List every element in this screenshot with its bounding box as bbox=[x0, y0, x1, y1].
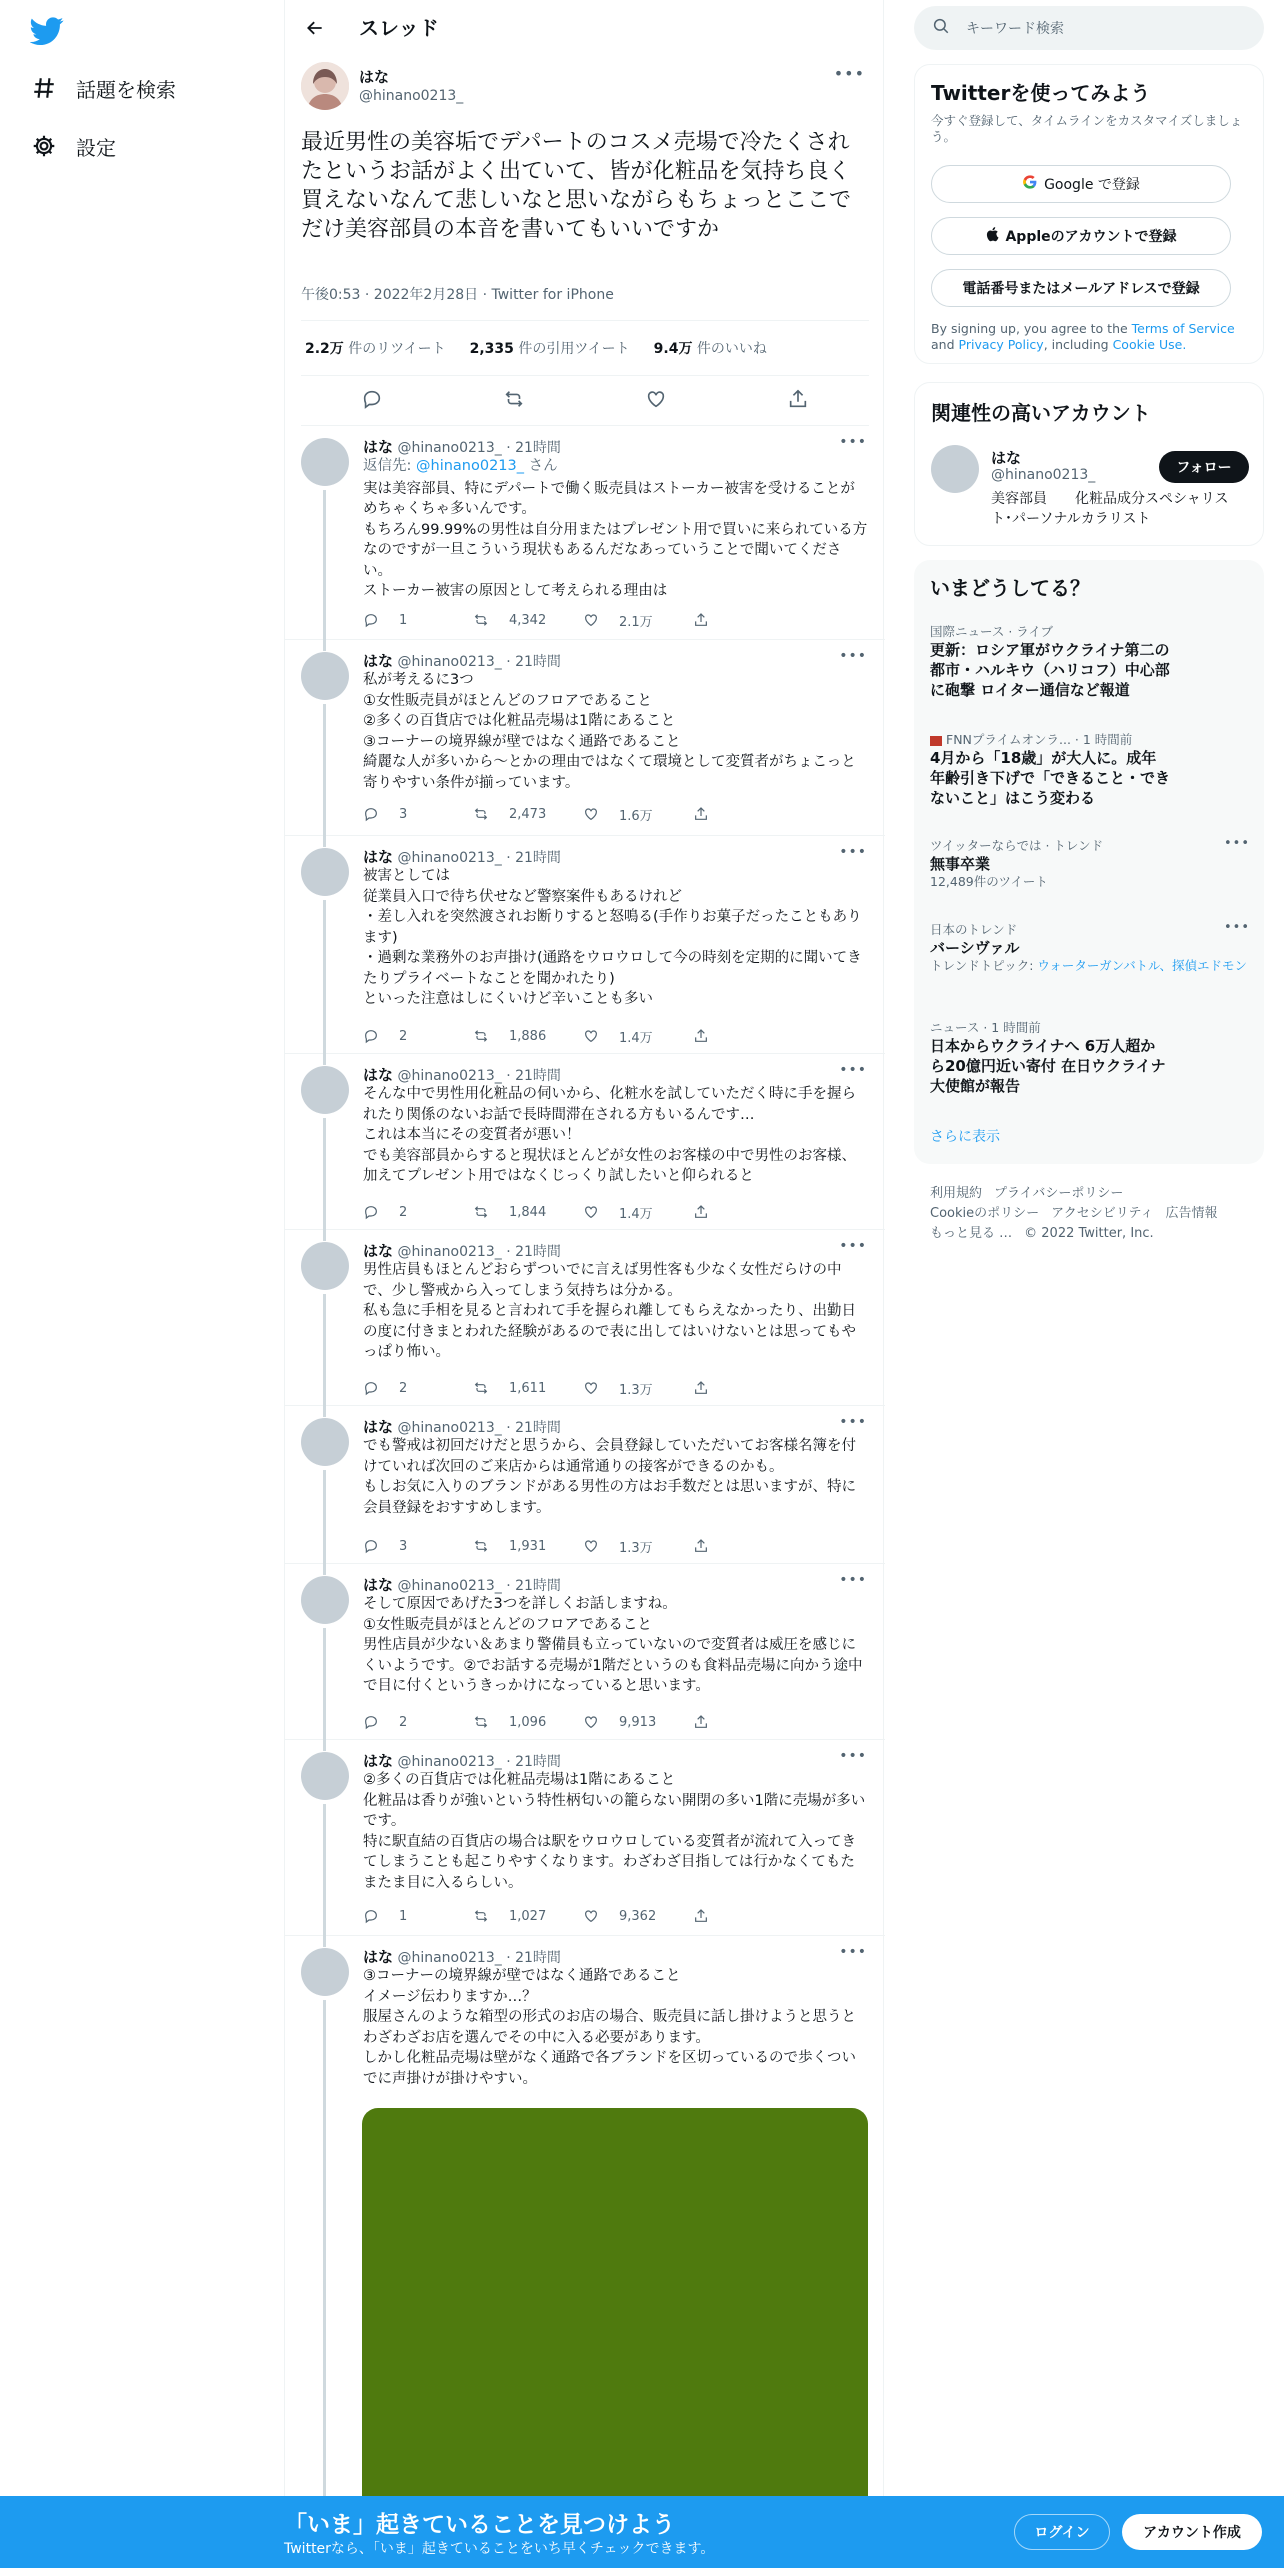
tweet-actions bbox=[363, 1536, 803, 1556]
reply-icon bbox=[363, 612, 389, 628]
trend-title: 無事卒業 bbox=[930, 855, 991, 873]
tweet-header: はな @hinano0213_ · 21時間 bbox=[363, 1066, 561, 1084]
retweet-icon bbox=[473, 1538, 499, 1554]
tweet-text: そして原因であげた3つを詳しくお話しますね。 ①女性販売員がほとんどのフロアであること 男性店員が少ない＆あまり警備員も立っていないので変質者は威圧を感じにくいようです。②でお話する売場が1階だというのも食料品売場に向かう途中で目に付くというきっかけになっていると思います。 bbox=[363, 1596, 863, 1694]
like-icon bbox=[583, 1714, 609, 1730]
avatar[interactable] bbox=[301, 1066, 349, 1114]
thread-line bbox=[323, 900, 326, 1065]
sidebar-item-explore[interactable] bbox=[30, 68, 176, 108]
signup-card bbox=[914, 64, 1264, 364]
avatar[interactable] bbox=[301, 1752, 349, 1800]
like-button[interactable] bbox=[583, 1203, 693, 1222]
like-icon bbox=[583, 806, 609, 822]
google-signup-button[interactable] bbox=[931, 165, 1231, 203]
retweet-count: 1,931 bbox=[509, 1538, 547, 1554]
reply-count: 1 bbox=[399, 1908, 408, 1924]
more-icon[interactable]: ••• bbox=[839, 1414, 867, 1430]
tweet-timestamp[interactable]: 午後0:53 · 2022年2月28日 · Twitter for iPhone bbox=[301, 287, 614, 303]
phone-email-signup-button[interactable] bbox=[931, 269, 1231, 307]
more-icon[interactable]: ••• bbox=[839, 1238, 867, 1254]
tweet-header: はな @hinano0213_ · 21時間 bbox=[363, 1418, 561, 1436]
like-count: 9,362 bbox=[619, 1908, 657, 1924]
retweet-icon bbox=[473, 1908, 499, 1924]
reply-icon bbox=[363, 1538, 389, 1554]
share-icon[interactable] bbox=[693, 1714, 803, 1730]
trend-meta: ニュース · 1 時間前 bbox=[930, 1020, 1041, 1035]
trends-title: いまどうしてる？ bbox=[930, 576, 1090, 600]
like-button[interactable] bbox=[583, 1537, 693, 1556]
reply-to: 返信先: @hinano0213_ さん bbox=[363, 458, 558, 474]
avatar[interactable] bbox=[301, 1418, 349, 1466]
account-name[interactable]: はな bbox=[991, 449, 1022, 467]
share-icon[interactable] bbox=[693, 1028, 803, 1044]
retweet-button[interactable] bbox=[473, 1538, 583, 1554]
more-icon[interactable]: ••• bbox=[833, 64, 865, 83]
avatar[interactable] bbox=[301, 62, 349, 110]
relevant-accounts-card bbox=[914, 382, 1264, 546]
sidebar-item-label: 話題を検索 bbox=[76, 77, 176, 102]
author-name[interactable]: はな bbox=[359, 68, 390, 86]
account-handle[interactable]: @hinano0213_ bbox=[991, 467, 1096, 483]
like-count: 1.3万 bbox=[619, 1382, 653, 1398]
retweet-button[interactable] bbox=[473, 1028, 583, 1044]
reply-button[interactable] bbox=[363, 806, 473, 822]
retweet-count: 1,844 bbox=[509, 1204, 547, 1220]
apple-icon bbox=[985, 226, 999, 246]
phone-signup-label: 電話番号またはメールアドレスで登録 bbox=[962, 281, 1200, 297]
retweet-icon[interactable] bbox=[503, 388, 525, 414]
retweet-icon bbox=[473, 1714, 499, 1730]
retweet-button[interactable] bbox=[473, 1380, 583, 1396]
retweet-button[interactable] bbox=[473, 612, 583, 628]
trend-title: 更新：ロシア軍がウクライナ第二の都市・ハルキウ（ハリコフ）中心部に砲撃 ロイター通信など報道 bbox=[930, 641, 1170, 699]
tweet-body bbox=[363, 1594, 869, 1697]
reply-button[interactable] bbox=[363, 1538, 473, 1554]
more-icon[interactable]: ••• bbox=[839, 434, 867, 450]
avatar[interactable] bbox=[301, 848, 349, 896]
more-icon[interactable]: ••• bbox=[839, 1572, 867, 1588]
tweet-body bbox=[363, 1770, 869, 1893]
terms-link[interactable]: Terms of Service bbox=[1131, 321, 1235, 336]
reply-count: 1 bbox=[399, 612, 408, 628]
bottom-signup-bar bbox=[0, 2496, 1284, 2568]
copyright: © 2022 Twitter, Inc. bbox=[1024, 1226, 1154, 1241]
reply-tweet[interactable] bbox=[285, 1230, 885, 1406]
like-count: 9,913 bbox=[619, 1714, 657, 1730]
retweet-count: 1,611 bbox=[509, 1380, 547, 1396]
reply-tweet[interactable] bbox=[285, 1054, 885, 1230]
reply-button[interactable] bbox=[363, 1908, 473, 1924]
reply-count: 2 bbox=[399, 1028, 408, 1044]
tweet-header: はな @hinano0213_ · 21時間 bbox=[363, 652, 561, 670]
avatar[interactable] bbox=[301, 1948, 349, 1996]
reply-button[interactable] bbox=[363, 612, 473, 628]
more-icon[interactable]: ••• bbox=[839, 1748, 867, 1764]
share-icon[interactable] bbox=[787, 388, 809, 414]
like-count: 1.3万 bbox=[619, 1540, 653, 1556]
trend-topics: トレンドトピック: ウォーターガンバトル、探偵エドモン bbox=[930, 958, 1248, 973]
reply-button[interactable] bbox=[363, 1204, 473, 1220]
arrow-left-icon bbox=[305, 18, 325, 38]
retweet-count: 1,096 bbox=[509, 1714, 547, 1730]
retweet-count: 4,342 bbox=[509, 612, 547, 628]
retweet-button[interactable] bbox=[473, 1714, 583, 1730]
tweet-text: 最近男性の美容垢でデパートのコスメ売場で冷たくされたというお話がよく出ていて、皆が化粧品を気持ち良く買えないなんて悲しいなと思いながらもちょっとここでだけ美容部員の本音を書いてもいいですか bbox=[301, 130, 852, 242]
retweet-icon bbox=[473, 806, 499, 822]
reply-tweet[interactable] bbox=[285, 836, 885, 1054]
tweet-header: はな @hinano0213_ · 21時間 bbox=[363, 848, 561, 866]
author-handle[interactable]: @hinano0213_ bbox=[359, 88, 464, 104]
like-icon bbox=[583, 1204, 609, 1220]
more-icon[interactable]: ••• bbox=[839, 648, 867, 664]
fnn-logo-icon bbox=[930, 736, 942, 746]
tweet-text: ②多くの百貨店では化粧品売場は1階にあること 化粧品は香りが強いという特性柄匂いの籠らない開閉の多い1階に売場が多いです。 特に駅直結の百貨店の場合は駅をウロウロしている変質者が流れて入ってきてしまうことも起こりやすくなります。わざわざ目指しては行かなくてもたまたま目に入るらしい。 bbox=[363, 1772, 866, 1891]
twitter-bird-icon[interactable] bbox=[30, 14, 64, 48]
footer-link[interactable]: もっと見る … bbox=[930, 1226, 1013, 1241]
trend-meta: ツイッターならでは · トレンド bbox=[930, 838, 1104, 853]
trend-item[interactable] bbox=[930, 836, 1250, 890]
tweet-actions bbox=[363, 804, 803, 824]
like-button[interactable] bbox=[583, 805, 693, 824]
signup-title: Twitterを使ってみよう bbox=[931, 81, 1151, 105]
show-more-link[interactable]: さらに表示 bbox=[930, 1129, 1000, 1145]
reply-icon bbox=[363, 1908, 389, 1924]
sidebar-item-label: 設定 bbox=[76, 135, 116, 160]
tweet-header: はな @hinano0213_ · 21時間 bbox=[363, 1948, 561, 1966]
tweet-actions bbox=[363, 1712, 803, 1732]
retweet-icon bbox=[473, 1204, 499, 1220]
footer-link[interactable]: Cookieのポリシー bbox=[930, 1206, 1040, 1221]
share-icon[interactable] bbox=[693, 612, 803, 628]
sidebar-item-settings[interactable] bbox=[30, 126, 116, 166]
footer-link[interactable]: プライバシーポリシー bbox=[994, 1186, 1124, 1201]
account-bio: 美容部員 化粧品成分スペシャリスト･パーソナルカラリスト bbox=[991, 491, 1229, 527]
like-button[interactable] bbox=[583, 611, 693, 630]
tweet-header: はな @hinano0213_ · 21時間 bbox=[363, 1752, 561, 1770]
trend-item[interactable] bbox=[930, 920, 1250, 974]
thread-line bbox=[323, 1628, 326, 1751]
retweet-count: 1,027 bbox=[509, 1908, 547, 1924]
like-count: 1.4万 bbox=[619, 1030, 653, 1046]
reply-count: 2 bbox=[399, 1714, 408, 1730]
footer-link[interactable]: 広告情報 bbox=[1165, 1206, 1218, 1221]
thread-line bbox=[323, 1294, 326, 1417]
page-title: スレッド bbox=[359, 16, 439, 40]
hashtag-icon bbox=[30, 74, 58, 102]
tweet-text: 男性店員もほとんどおらずついでに言えば男性客も少なく女性だらけの中で、少し警戒から入ってしまう気持ちは分かる。 私も急に手相を見ると言われて手を握られ離してもらえなかったり、出勤日の度に付きまとわれた経験があるので表に出してはいけないとは思ってもやっぱり怖い。 bbox=[363, 1262, 856, 1360]
login-button[interactable]: ログイン bbox=[1014, 2514, 1110, 2550]
tweet-text: ③コーナーの境界線が壁ではなく通路であること イメージ伝わりますか…？ 服屋さんのような箱型の形式のお店の場合、販売員に話し掛けようと思うとわざわざお店を選んでその中に入る必要があります。 しかし化粧品売場は壁がなく通路で各ブランドを区切っているので歩くついでに声掛けが掛けやすい。 bbox=[363, 1968, 856, 2087]
tweet-body bbox=[363, 1260, 869, 1363]
tweet-body bbox=[363, 456, 869, 602]
thread-header bbox=[285, 0, 885, 54]
reply-count: 3 bbox=[399, 806, 408, 822]
tweet-body bbox=[363, 670, 869, 793]
trend-item[interactable] bbox=[930, 622, 1250, 700]
reply-tweet[interactable] bbox=[285, 1564, 885, 1740]
like-icon bbox=[583, 1028, 609, 1044]
relevant-title: 関連性の高いアカウント bbox=[931, 401, 1151, 425]
trend-title: 4月から「18歳」が大人に。成年年齢引き下げで「できること・できないこと」はこう変わる bbox=[930, 749, 1171, 807]
share-icon[interactable] bbox=[693, 1380, 803, 1396]
reply-icon bbox=[363, 1028, 389, 1044]
thread-line bbox=[323, 1118, 326, 1241]
retweet-icon bbox=[473, 612, 499, 628]
reply-button[interactable] bbox=[363, 1028, 473, 1044]
signup-subtitle: 今すぐ登録して、タイムラインをカスタマイズしましょう。 bbox=[931, 113, 1243, 144]
trend-title: バーシヴァル bbox=[930, 939, 1020, 957]
retweet-button[interactable] bbox=[473, 1204, 583, 1220]
terms-text: By signing up, you agree to the Terms of Service and Privacy Policy, including Cookie Use. bbox=[931, 321, 1235, 352]
tweet-header: はな @hinano0213_ · 21時間 bbox=[363, 438, 561, 456]
tweet-actions bbox=[363, 1026, 803, 1046]
tweet-stats bbox=[301, 320, 869, 376]
reply-icon bbox=[363, 806, 389, 822]
bottom-bar-title: 「いま」起きていることを見つけよう bbox=[284, 2512, 675, 2538]
footer-links bbox=[930, 1184, 1250, 1244]
trend-meta: FNNプライムオンラ... · 1 時間前 bbox=[930, 730, 1250, 748]
quote-stat[interactable]: 2,335 件の引用ツイート bbox=[469, 341, 630, 357]
tweet-header: はな @hinano0213_ · 21時間 bbox=[363, 1242, 561, 1260]
tweet-body bbox=[363, 866, 869, 1010]
footer-link[interactable]: 利用規約 bbox=[930, 1186, 983, 1201]
retweet-button[interactable] bbox=[473, 806, 583, 822]
bottom-bar-subtitle: Twitterなら、「いま」起きていることをいち早くチェックできます。 bbox=[284, 2541, 715, 2557]
retweet-count: 1,886 bbox=[509, 1028, 547, 1044]
avatar[interactable] bbox=[931, 445, 979, 493]
like-icon[interactable] bbox=[645, 388, 667, 414]
like-button[interactable] bbox=[583, 1379, 693, 1398]
tweet-header: はな @hinano0213_ · 21時間 bbox=[363, 1576, 561, 1594]
trend-item[interactable] bbox=[930, 730, 1250, 808]
reply-tweet[interactable] bbox=[285, 426, 885, 640]
retweet-icon bbox=[473, 1380, 499, 1396]
retweet-count: 2,473 bbox=[509, 806, 547, 822]
cookie-link[interactable]: Cookie Use. bbox=[1112, 337, 1187, 352]
like-icon bbox=[583, 612, 609, 628]
trend-tweet-count: 12,489件のツイート bbox=[930, 874, 1048, 889]
tweet-actions bbox=[363, 1906, 803, 1926]
share-icon[interactable] bbox=[693, 1908, 803, 1924]
right-sidebar bbox=[914, 0, 1264, 2568]
reply-icon bbox=[363, 1714, 389, 1730]
retweet-stat[interactable]: 2.2万 件のリツイート bbox=[305, 341, 446, 357]
trends-card bbox=[914, 560, 1264, 1164]
more-icon[interactable]: ••• bbox=[1223, 920, 1250, 935]
like-button[interactable] bbox=[583, 1714, 693, 1730]
more-icon[interactable]: ••• bbox=[839, 1062, 867, 1078]
tweet-text: 実は美容部員、特にデパートで働く販売員はストーカー被害を受けることがめちゃくちゃ多いんです。 もちろん99.99%の男性は自分用またはプレゼント用で買いに来られている方なのですが一旦こういう現状もあるんだなあっていうことで聞いてください。 ストーカー被害の原因として考えられる理由は bbox=[363, 480, 868, 599]
thread-line bbox=[323, 2000, 326, 2568]
create-account-button[interactable]: アカウント作成 bbox=[1122, 2514, 1262, 2550]
gear-icon bbox=[30, 132, 58, 160]
focus-tweet bbox=[301, 62, 869, 432]
like-button[interactable] bbox=[583, 1027, 693, 1046]
like-icon bbox=[583, 1908, 609, 1924]
apple-signup-label: Appleのアカウントで登録 bbox=[1005, 229, 1177, 245]
left-sidebar bbox=[0, 0, 284, 2568]
like-stat[interactable]: 9.4万 件のいいね bbox=[653, 341, 767, 357]
reply-tweet[interactable] bbox=[285, 640, 885, 836]
trend-meta: 国際ニュース · ライブ bbox=[930, 624, 1054, 639]
like-count: 1.4万 bbox=[619, 1206, 653, 1222]
reply-icon bbox=[363, 1204, 389, 1220]
trend-item[interactable] bbox=[930, 1018, 1250, 1096]
reply-count: 2 bbox=[399, 1204, 408, 1220]
reply-button[interactable] bbox=[363, 1714, 473, 1730]
back-button[interactable] bbox=[299, 12, 331, 44]
thread-line bbox=[323, 1804, 326, 1947]
tweet-body bbox=[363, 1436, 869, 1518]
search-input[interactable]: キーワード検索 bbox=[966, 21, 1064, 37]
tweet-body bbox=[363, 1966, 869, 2089]
like-button[interactable] bbox=[583, 1908, 693, 1924]
like-icon bbox=[583, 1538, 609, 1554]
share-icon[interactable] bbox=[693, 806, 803, 822]
tweet-text: 私が考えるに3つ ①女性販売員がほとんどのフロアであること ②多くの百貨店では化粧品売場は1階にあること ③コーナーの境界線が壁ではなく通路であること 綺麗な人が多いから〜とかの理由ではなくて環境として変質者がちょこっと寄りやすい条件が揃っています。 bbox=[363, 672, 856, 791]
avatar[interactable] bbox=[301, 1242, 349, 1290]
trend-meta: 日本のトレンド bbox=[930, 922, 1018, 937]
tweet-text: でも警戒は初回だけだと思うから、会員登録していただいてお客様名簿を付けていれば次回のご来店からは通常通りの接客ができるのかも。 もしお気に入りのブランドがある男性の方はお手数だとは思いますが、特に会員登録をおすすめします。 bbox=[363, 1438, 856, 1516]
share-icon[interactable] bbox=[693, 1538, 803, 1554]
thread-line bbox=[323, 1470, 326, 1575]
footer-link[interactable]: アクセシビリティ bbox=[1051, 1206, 1154, 1221]
reply-count: 3 bbox=[399, 1538, 408, 1554]
tweet-actions bbox=[363, 610, 803, 630]
privacy-link[interactable]: Privacy Policy bbox=[958, 337, 1044, 352]
like-count: 1.6万 bbox=[619, 808, 653, 824]
tweet-actions bbox=[301, 376, 869, 426]
avatar[interactable] bbox=[301, 652, 349, 700]
more-icon[interactable]: ••• bbox=[839, 844, 867, 860]
thread-line bbox=[323, 704, 326, 847]
like-count: 2.1万 bbox=[619, 614, 653, 630]
search-icon bbox=[932, 17, 950, 39]
apple-signup-button[interactable] bbox=[931, 217, 1231, 255]
google-signup-label: Google で登録 bbox=[1044, 177, 1140, 193]
tweet-actions bbox=[363, 1378, 803, 1398]
tweet-actions bbox=[363, 1202, 803, 1222]
reply-icon bbox=[363, 1380, 389, 1396]
avatar[interactable] bbox=[301, 1576, 349, 1624]
more-icon[interactable]: ••• bbox=[839, 1944, 867, 1960]
share-icon[interactable] bbox=[693, 1204, 803, 1220]
tweet-body bbox=[363, 1084, 869, 1187]
google-icon bbox=[1022, 174, 1038, 194]
thread-line bbox=[323, 490, 326, 651]
more-icon[interactable]: ••• bbox=[1223, 836, 1250, 851]
reply-count: 2 bbox=[399, 1380, 408, 1396]
retweet-button[interactable] bbox=[473, 1908, 583, 1924]
reply-tweet[interactable] bbox=[285, 1406, 885, 1564]
retweet-icon bbox=[473, 1028, 499, 1044]
follow-button[interactable]: フォロー bbox=[1159, 451, 1249, 483]
search-box[interactable] bbox=[914, 6, 1264, 50]
tweet-text: そんな中で男性用化粧品の伺いから、化粧水を試していただく時に手を握られたり関係のないお話で長時間滞在される方もいるんです… これは本当にその変質者が悪い！ でも美容部員からすると現状ほとんどが女性のお客様の中で男性のお客様、加えてプレゼント用ではなくじっくり試したいと仰られると bbox=[363, 1086, 856, 1184]
avatar[interactable] bbox=[301, 438, 349, 486]
reply-button[interactable] bbox=[363, 1380, 473, 1396]
trend-title: 日本からウクライナへ 6万人超から20億円近い寄付 在日ウクライナ大使館が報告 bbox=[930, 1037, 1166, 1095]
like-icon bbox=[583, 1380, 609, 1396]
reply-icon[interactable] bbox=[361, 388, 383, 414]
reply-tweet[interactable] bbox=[285, 1740, 885, 1936]
tweet-text: 被害としては 従業員入口で待ち伏せなど警察案件もあるけれど ・差し入れを突然渡されお断りすると怒鳴る(手作りお菓子だったこともあります) ・過剰な業務外のお声掛け(通路をウロウロして今の時刻を定期的に聞いてきたりプライベートなことを聞かれたり) といった注意はしにくいけど辛いことも多い bbox=[363, 868, 862, 1007]
